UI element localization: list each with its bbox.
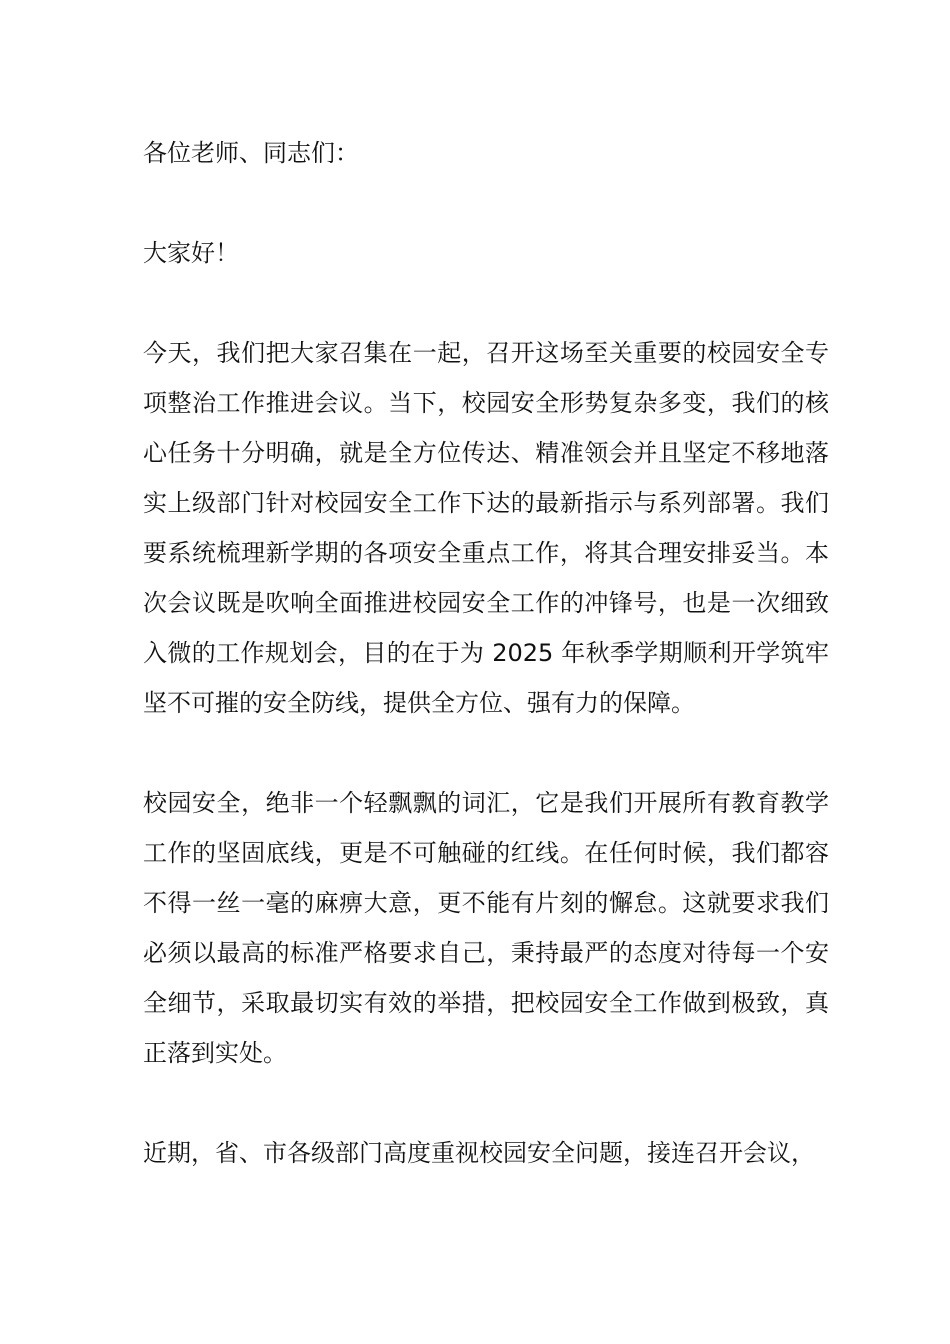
document-body bbox=[143, 128, 829, 1178]
paragraph-recent: 近期，省、市各级部门高度重视校园安全问题，接连召开会议， bbox=[143, 1139, 815, 1167]
greeting: 大家好！ bbox=[143, 239, 239, 267]
paragraph-campus-safety: 校园安全，绝非一个轻飘飘的词汇，它是我们开展所有教育教学工作的坚固底线，更是不可触碰的红线。在任何时候，我们都容不得一丝一毫的麻痹大意，更不能有片刻的懈怠。这就要求我们必须以最高的标准严格要求自己，秉持最严的态度对待每一个安全细节，采取最切实有效的举措，把校园安全工作做到极致，真正落到实处。 bbox=[143, 789, 829, 1067]
salutation: 各位老师、同志们： bbox=[143, 139, 359, 167]
paragraph-opening: 今天，我们把大家召集在一起，召开这场至关重要的校园安全专项整治工作推进会议。当下，校园安全形势复杂多变，我们的核心任务十分明确，就是全方位传达、精准领会并且坚定不移地落实上级部门针对校园安全工作下达的最新指示与系列部署。我们要系统梳理新学期的各项安全重点工作，将其合理安排妥当。本次会议既是吹响全面推进校园安全工作的冲锋号，也是一次细致入微的工作规划会，目的在于为 2025 年秋季学期顺利开学筑牢坚不可摧的安全防线，提供全方位、强有力的保障。 bbox=[143, 339, 829, 717]
